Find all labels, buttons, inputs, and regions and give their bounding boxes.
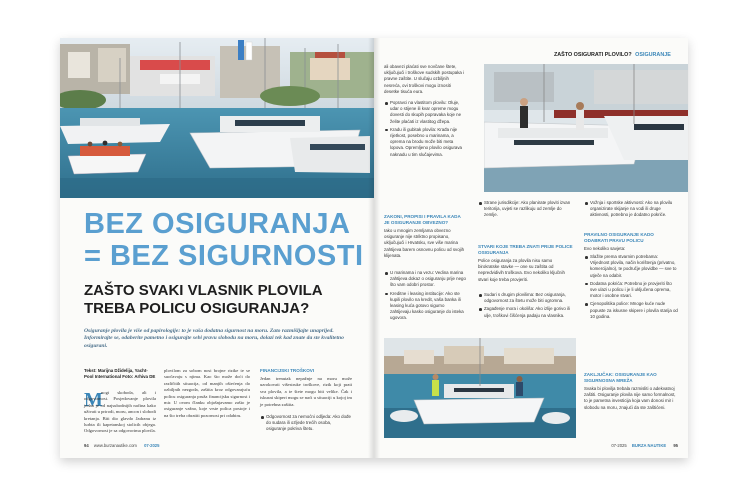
page-number: 95 — [673, 443, 678, 448]
right-column-1-mid-bullets — [384, 270, 466, 322]
right-column-1-bullets — [384, 100, 466, 158]
lead-paragraph: Osiguranje plovila je više od papirologije: to je vaša dodatna sigurnost na moru. Zato razmišljajte unaprijed. Informirajte se, odaberite pametno i osigurajte sebi pravu slobodu na moru, dolazi tek kad znate da ste kvalitetno osigurani. — [84, 328, 344, 349]
list-item: Vožnja i sportske aktivnosti: Ako na plovilu organizirate skijanje na vodi ili druge aktivnosti, potrebno je dodatno pokriće. — [584, 200, 678, 219]
column-3-bullets — [260, 414, 352, 433]
right-column-2-bullets-2 — [478, 292, 574, 319]
left-footer — [84, 443, 364, 448]
section-label: ZAŠTO OSIGURATI PLOVILO? — [554, 52, 632, 58]
list-item: Strane jurisdikcije: Ako planirate ploviti izvan teritorija, uvjeti se razlikuju od zemlje do zemlje. — [478, 200, 574, 219]
article-credits: Tekst: Marijna Džidelija, Yacht-Pool International Foto: Arhiva DE — [84, 368, 156, 379]
yacht-photo — [484, 64, 688, 192]
headline-line-2: = BEZ SIGURNOSTI — [84, 240, 364, 272]
subheadline-line-2: TREBA POLICU OSIGURANJA? — [84, 300, 310, 317]
right-column-1-mid-text: Iako u mnogim zemljama obvezno osiguranje nije striktno propisano, uključujući i Hrvatsku, sve više marina zahtijeva barem osnovnu policu od svojih klijenata. — [384, 228, 465, 258]
right-column-2-text: Police osiguranja za plovila nisu samo birokratske stavke — one su zaštita od nepredvidivih troškova. Evo nekoliko ključnih stvari koje treba provjeriti. — [478, 258, 565, 282]
footer-date: 07-2025 — [611, 443, 627, 448]
right-column-1-top-text: ali obavezi plaćati sve novčane štete, uključujući i troškove sudskih postupaka i pravne zaštite. U slučaju ozbiljnih nesreća, ovi troškovi mogu iznositi desetke tisuća eura. — [384, 64, 465, 94]
right-column-3-heading: PRAVILNO OSIGURANJE KADO ODABRATI PRAVU POLICU — [584, 232, 654, 243]
column-1-text: nogi skoboda, ali i odgovornost. Posjedovanje plovila jedan je od najsubodnijih načina kako uživati u prirodi, moru, ancon i slobodi kretanja. Biti dio glavdo Jadranu iz lurbta ili kapetanskoj stolicih objega. Odgovornost je sa odgovorima plovila. — [84, 390, 156, 434]
sailboat-photo — [384, 338, 576, 438]
right-column-2-bullets — [478, 200, 574, 219]
right-column-3-intro: Evo nekoliko savjeta: — [584, 246, 626, 251]
right-column-3-bullets-2 — [584, 254, 678, 320]
marina-illustration — [60, 38, 374, 198]
list-item: Cjenopolitika police: Mnoge kuće nude popuste za iskusne skipere i plovila starija od 10 godina. — [584, 301, 678, 320]
column-3-heading: FINANCIJSKI TROŠKOVI — [260, 368, 315, 373]
conclusion-text: Svaka bi plovilja trebala razmisliti o adekvatnoj zaštiti. Osiguranje plovila nije samo formalnost, to je pametna investicija koja vam donosi mir i slobodu na moru, znajući da ste zaštićeni. — [584, 386, 676, 410]
list-item: Dodatna pokrića: Potrebno je provjeriti što sve ulazi u policu i je li uključena oprema, motor i osobne stvari. — [584, 281, 678, 300]
section-header — [554, 52, 671, 58]
column-2-text: plovilom za sobom nosi brojne rizike te se suočavaju s njima. Kao što može doći do različitih situacija, od manjih oštećenja do ozbiljnih nezgoda, zaštita kroz odgovarajuću policu osiguranja pruža financijsku sigurnost i mir. U ovom članku objašnjavamo zašto je osiguranje važno, koje vrste polica postoje i na što treba obratiti pozornost pri odabiru. — [164, 368, 250, 418]
list-item: Slažite prema stvarnim potrebama: Vrijednost plovila, način korištenja (privatno, komercijalno), te područje plovidbe — sve to utječe na odabir. — [584, 254, 678, 279]
magazine-spread — [60, 38, 688, 458]
list-item: Zagađenje mora i okoliša: Ako izlije gorivo ili ulje, troškovi čišćenja padaju na vlasnika. — [478, 306, 574, 318]
conclusion-heading: ZAKLJUČAK: OSIGURANJE KAO SIGURNOSNA MREŽA — [584, 372, 657, 383]
drop-cap: M — [84, 389, 103, 411]
right-footer — [554, 443, 678, 448]
footer-date: 07-2025 — [144, 443, 160, 448]
sailboat-illustration — [384, 338, 576, 438]
right-page — [374, 38, 688, 458]
left-page — [60, 38, 374, 458]
footer-magazine: BURZA NAUTIKE — [631, 443, 667, 448]
headline-line-1: BEZ OSIGURANJA — [84, 208, 351, 240]
page-number: 94 — [84, 443, 89, 448]
list-item: Popravci na vlastitom plovilu: Oluje, udar o stijene ili kvar opreme mogu dovesti do skupih popravaka koje ne želite plaćati iz vlastitog džepa. — [384, 100, 466, 125]
column-3-text: Jedan trenutak nepažnje na moru može uzrokovati višestruke troškove, rizik koji prati sva plovila, a te štete mogu biti velike. Čak i iskusni skiperi mogu se naći u situaciji u kojoj im je potrebna zaštita. — [260, 376, 352, 407]
footer-site: www.burzanautike.com — [93, 443, 137, 448]
list-item: Kreditne i leasing institucije: Ako ste kupili plovilo na kredit, vaša banka ili leasing kuća gotovo sigurno zahtijevaju kasko osiguranje do isteka ugovora. — [384, 291, 466, 322]
right-column-3-bullets — [584, 200, 678, 219]
list-item: Sudari s drugim plovilima: Bez osiguranja, odgovornost za štetu može biti ogromna. — [478, 292, 574, 304]
yacht-illustration — [484, 64, 688, 192]
spine-shadow — [368, 38, 380, 458]
subheadline-line-1: ZAŠTO SVAKI VLASNIK PLOVILA — [84, 282, 323, 299]
right-column-2-heading: STVARI KOJE TREBA ZNATI PRIJE POLICE OSIGURANJA — [478, 244, 573, 255]
marina-photo — [60, 38, 374, 198]
section-tag: OSIGURANJE — [635, 52, 671, 58]
right-column-1-heading: ZAKONI, PROPISI I PRAVILA KADA JE OSIGURANJE OBVEZNO? — [384, 214, 461, 225]
list-item: Odgovornost za nemoćni odljeda: Ako dođe do sudara ili ozljede trećih osoba, osiguranje pokriva štetu. — [260, 414, 352, 433]
list-item: Kradu ili gubitak plovila: Krađa nije rijetkost, posebno u marinama, a oprema na brodu može biti meta lopova. Opremljeno plovilo osigurava naknadu u tim slučajevima. — [384, 127, 466, 158]
list-item: U marinama i na vezu: Vedina marina zahtijeva dokaz o osiguranju prije nego što vam odobri prostor. — [384, 270, 466, 289]
